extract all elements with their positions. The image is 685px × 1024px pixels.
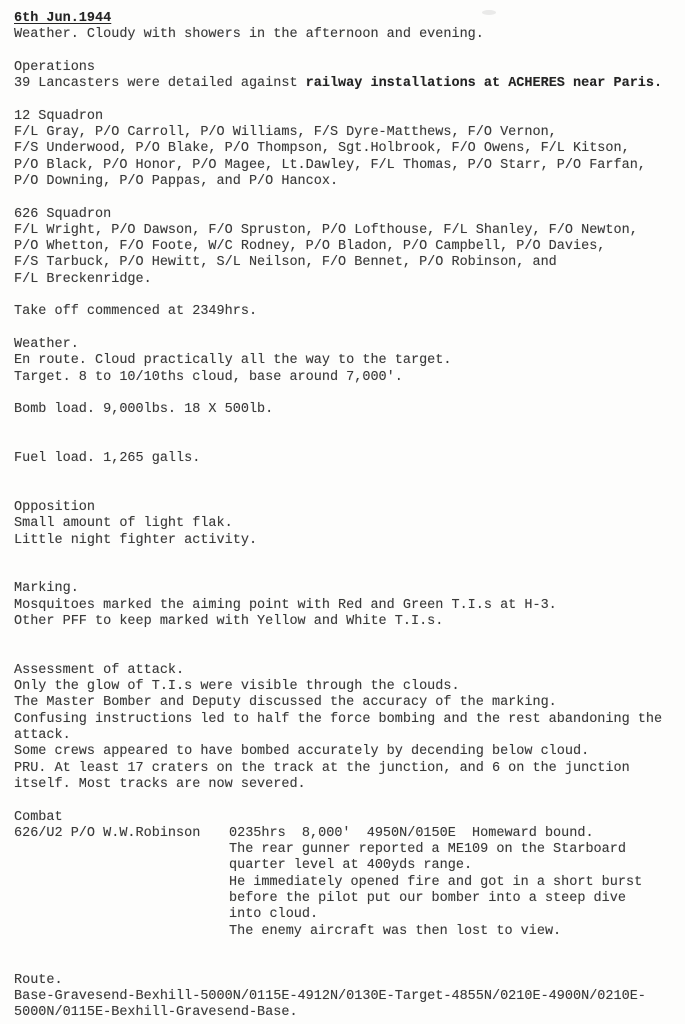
assessment-line: PRU. At least 17 craters on the track at the junction, and 6 on the junction (14, 760, 630, 776)
marking-line: Mosquitoes marked the aiming point with Red and Green T.I.s at H-3. (14, 597, 557, 613)
squadron-626-section (14, 207, 679, 288)
operations-detail-line (14, 76, 679, 92)
operations-detail-target: railway installations at ACHERES near Paris. (305, 76, 663, 92)
combat-report-line: The rear gunner reported a ME109 on the Starboard (229, 842, 626, 858)
squadron-626-crew-line: F/L Breckenridge. (14, 271, 152, 287)
operations-detail-plain: 39 Lancasters were detailed against (14, 76, 306, 92)
squadron-626-crew-line: P/O Whetton, F/O Foote, W/C Rodney, P/O Bladon, P/O Campbell, P/O Davies, (14, 239, 606, 255)
assessment-line: itself. Most tracks are now severed. (14, 776, 306, 792)
assessment-line: attack. (14, 728, 71, 744)
squadron-12-section (14, 109, 679, 190)
assessment-line: Only the glow of T.I.s were visible through the clouds. (14, 679, 460, 695)
combat-report-line: into cloud. (229, 907, 319, 923)
marking-line: Other PFF to keep marked with Yellow and White T.I.s. (14, 613, 444, 629)
scan-artifact (482, 10, 496, 15)
bomb-load-section (14, 402, 679, 418)
operations-section (14, 60, 679, 93)
squadron-12-heading: 12 Squadron (14, 108, 104, 124)
route-line: Base-Gravesend-Bexhill-5000N/0115E-4912N/0130E-Target-4855N/0210E-4900N/0210E- (14, 988, 646, 1004)
combat-report-line: 0235hrs 8,000' 4950N/0150E Homeward bound. (229, 825, 594, 841)
combat-report-line: He immediately opened fire and got in a short burst (229, 874, 643, 890)
assessment-heading: Assessment of attack. (14, 662, 185, 678)
assessment-section (14, 663, 679, 793)
combat-entry (14, 826, 679, 940)
fuel-load-section (14, 451, 679, 467)
opposition-heading: Opposition (14, 499, 96, 515)
assessment-line: Some crews appeared to have bombed accurately by decending below cloud. (14, 744, 590, 760)
date-heading: 6th Jun.1944 (14, 11, 112, 26)
takeoff-line: Take off commenced at 2349hrs. (14, 304, 258, 320)
marking-heading: Marking. (14, 581, 79, 597)
header-section (14, 11, 679, 44)
combat-section (14, 810, 679, 940)
opposition-line: Small amount of light flak. (14, 516, 233, 532)
squadron-626-crew-line: F/S Tarbuck, P/O Hewitt, S/L Neilson, F/O Bennet, P/O Robinson, and (14, 255, 557, 271)
squadron-12-crew-line: P/O Downing, P/O Pappas, and P/O Hancox. (14, 173, 339, 189)
weather-target-line: Target. 8 to 10/10ths cloud, base around 7,000'. (14, 369, 403, 385)
route-line: 5000N/0115E-Bexhill-Gravesend-Base. (14, 1005, 298, 1021)
takeoff-section (14, 304, 679, 320)
route-section (14, 973, 679, 1022)
assessment-line: The Master Bomber and Deputy discussed the accuracy of the marking. (14, 695, 557, 711)
opposition-line: Little night fighter activity. (14, 532, 258, 548)
combat-report-line: quarter level at 400yds range. (229, 858, 473, 874)
bomb-load-line: Bomb load. 9,000lbs. 18 X 500lb. (14, 402, 274, 418)
operations-heading: Operations (14, 59, 96, 75)
opposition-section (14, 500, 679, 549)
squadron-626-crew-line: F/L Wright, P/O Dawson, F/O Spruston, P/O Lofthouse, F/L Shanley, F/O Newton, (14, 222, 638, 238)
fuel-load-line: Fuel load. 1,265 galls. (14, 451, 201, 467)
combat-report-line: before the pilot put our bomber into a steep dive (229, 891, 626, 907)
weather-summary-line: Weather. Cloudy with showers in the afternoon and evening. (14, 27, 484, 43)
assessment-line: Confusing instructions led to half the force bombing and the rest abandoning the (14, 711, 663, 727)
combat-report-line: The enemy aircraft was then lost to view. (229, 923, 562, 939)
weather-detail-heading: Weather. (14, 336, 79, 352)
squadron-12-crew-line: F/L Gray, P/O Carroll, P/O Williams, F/S Dyre-Matthews, F/O Vernon, (14, 125, 557, 141)
squadron-12-crew-line: F/S Underwood, P/O Blake, P/O Thompson, Sgt.Holbrook, F/O Owens, F/L Kitson, (14, 141, 630, 157)
combat-report (229, 826, 679, 940)
squadron-626-heading: 626 Squadron (14, 206, 112, 222)
combat-crew-id: 626/U2 P/O W.W.Robinson (14, 825, 201, 841)
marking-section (14, 581, 679, 630)
squadron-12-crew-line: P/O Black, P/O Honor, P/O Magee, Lt.Dawley, F/L Thomas, P/O Starr, P/O Farfan, (14, 157, 646, 173)
weather-detail-section (14, 337, 679, 386)
combat-heading: Combat (14, 809, 63, 825)
route-heading: Route. (14, 972, 63, 988)
weather-enroute-line: En route. Cloud practically all the way to the target. (14, 353, 452, 369)
